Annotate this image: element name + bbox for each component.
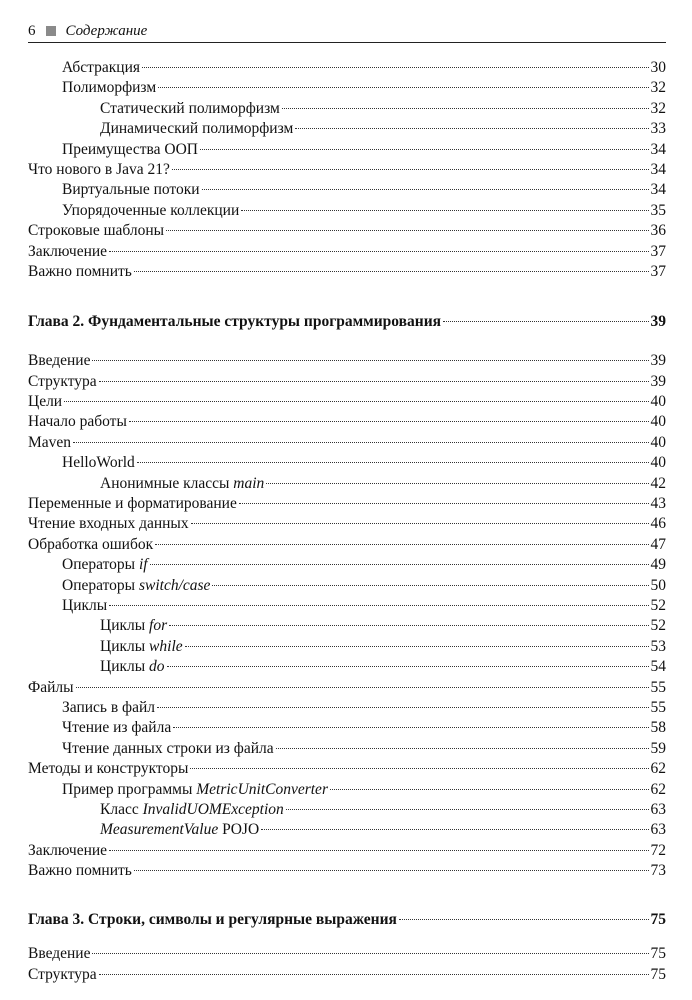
entry-title xyxy=(62,698,155,718)
entry-title xyxy=(28,678,74,698)
entry-title xyxy=(28,242,107,262)
entry-title-text: Начало работы xyxy=(28,413,127,431)
entry-title-text: Важно помнить xyxy=(28,262,132,280)
dot-leader xyxy=(166,230,648,231)
toc-entry[interactable] xyxy=(28,596,666,616)
toc-entry[interactable] xyxy=(28,262,666,282)
dot-leader xyxy=(155,544,648,545)
dot-leader xyxy=(202,189,649,190)
entry-title-text: Полиморфизм xyxy=(62,79,157,97)
entry-title-text: Заключение xyxy=(28,841,108,859)
entry-title-italic: do xyxy=(149,658,165,676)
toc-entry[interactable] xyxy=(28,474,666,494)
entry-title-text: Переменные и форматирование xyxy=(28,495,237,513)
dot-leader xyxy=(282,108,649,109)
dot-leader xyxy=(158,87,648,88)
entry-page: 37 xyxy=(650,242,666,260)
toc-entry[interactable] xyxy=(28,412,666,432)
page-number: 6 xyxy=(28,22,36,39)
dot-leader xyxy=(286,809,649,810)
toc-entry[interactable] xyxy=(28,965,666,985)
entry-page: 72 xyxy=(650,841,666,859)
entry-title-text: Циклы xyxy=(100,658,150,676)
dot-leader xyxy=(92,360,648,361)
toc-entry[interactable] xyxy=(28,739,666,759)
chapter-title: Глава 2. Фундаментальные структуры программирования xyxy=(28,313,442,331)
entry-title-text: Анонимные классы xyxy=(100,474,234,492)
entry-title-text: Пример программы xyxy=(62,780,197,798)
toc-entry[interactable] xyxy=(28,616,666,636)
toc-entry[interactable] xyxy=(28,780,666,800)
dot-leader xyxy=(190,768,648,769)
entry-title-text: Чтение из файла xyxy=(62,719,172,737)
entry-title xyxy=(100,800,284,820)
toc-entry[interactable] xyxy=(28,180,666,200)
chapter-title: Глава 3. Строки, символы и регулярные выражения xyxy=(28,911,397,929)
entry-title-text: Важно помнить xyxy=(28,862,132,880)
entry-page: 40 xyxy=(650,413,666,431)
entry-page: 34 xyxy=(650,160,666,178)
entry-title xyxy=(28,861,132,881)
entry-title-text: Класс xyxy=(100,800,143,818)
dot-leader xyxy=(109,251,648,252)
toc-entry[interactable] xyxy=(28,944,666,964)
entry-page: 42 xyxy=(650,474,666,492)
entry-title xyxy=(62,180,200,200)
entry-title-text: Что нового в Java 21? xyxy=(28,160,170,178)
entry-page: 55 xyxy=(650,698,666,716)
entry-title xyxy=(28,221,164,241)
dot-leader xyxy=(172,169,649,170)
toc-entry[interactable] xyxy=(28,392,666,412)
toc-section-chapter1-tail xyxy=(28,58,666,282)
entry-title xyxy=(100,657,165,677)
entry-title-italic: if xyxy=(138,556,148,574)
entry-page: 40 xyxy=(650,393,666,411)
dot-leader xyxy=(73,442,648,443)
entry-title-italic: for xyxy=(149,617,168,635)
entry-page: 40 xyxy=(650,433,666,451)
entry-title-text: Абстракция xyxy=(62,59,141,76)
toc-entry[interactable] xyxy=(28,78,666,98)
dot-leader xyxy=(261,829,648,830)
toc-entry[interactable] xyxy=(28,99,666,119)
entry-page: 32 xyxy=(650,79,666,97)
running-title: Содержание xyxy=(65,22,148,39)
entry-title-suffix: POJO xyxy=(218,821,260,839)
toc-entry[interactable] xyxy=(28,800,666,820)
entry-title-text: Статический полиморфизм xyxy=(100,99,280,117)
entry-title-text: Упорядоченные коллекции xyxy=(62,201,240,219)
entry-title xyxy=(62,453,135,473)
entry-title-text: Введение xyxy=(28,352,91,370)
entry-page: 63 xyxy=(650,821,666,839)
entry-title xyxy=(62,718,171,738)
entry-title xyxy=(62,739,274,759)
entry-title-text: HelloWorld xyxy=(62,454,135,472)
entry-title xyxy=(62,78,156,98)
entry-title-text: Заключение xyxy=(28,242,108,260)
entry-title-text: Виртуальные потоки xyxy=(62,181,200,199)
entry-page: 34 xyxy=(650,140,666,158)
entry-title-text: Цели xyxy=(28,393,63,411)
entry-title-text: Операторы xyxy=(62,556,139,574)
entry-title-italic: MeasurementValue xyxy=(100,821,219,839)
entry-page: 62 xyxy=(650,780,666,798)
entry-title-text: Методы и конструкторы xyxy=(28,760,189,778)
dot-leader xyxy=(64,401,648,402)
toc-entry[interactable] xyxy=(28,221,666,241)
toc-entry[interactable] xyxy=(28,820,666,840)
dot-leader xyxy=(200,149,649,150)
entry-title xyxy=(100,616,167,636)
entry-title-text: Циклы xyxy=(100,637,150,655)
dot-leader xyxy=(212,585,648,586)
entry-title xyxy=(62,596,107,616)
entry-title-text: Строковые шаблоны xyxy=(28,222,165,240)
toc-entry[interactable] xyxy=(28,555,666,575)
entry-page: 39 xyxy=(650,372,666,390)
entry-title-text: Циклы xyxy=(100,617,150,635)
entry-page: 47 xyxy=(650,535,666,553)
dot-leader xyxy=(443,321,648,322)
dot-leader xyxy=(295,128,648,129)
toc-entry[interactable] xyxy=(28,453,666,473)
entry-title-text: Операторы xyxy=(62,576,139,594)
toc-entry[interactable] xyxy=(28,140,666,160)
dot-leader xyxy=(150,564,649,565)
dot-leader xyxy=(134,271,649,272)
entry-title-text: Преимущества ООП xyxy=(62,140,198,158)
entry-page: 32 xyxy=(650,99,666,117)
entry-page: 58 xyxy=(650,719,666,737)
dot-leader xyxy=(173,727,648,728)
entry-page: 30 xyxy=(650,59,666,76)
chapter-heading-3[interactable] xyxy=(28,909,666,931)
entry-page: 39 xyxy=(650,352,666,370)
entry-title xyxy=(100,99,280,119)
entry-title-text: Чтение входных данных xyxy=(28,515,189,533)
entry-title xyxy=(28,535,153,555)
entry-title xyxy=(62,555,148,575)
toc-entry[interactable] xyxy=(28,637,666,657)
entry-page: 33 xyxy=(650,120,666,138)
dot-leader xyxy=(399,919,649,920)
dot-leader xyxy=(134,870,649,871)
dot-leader xyxy=(169,625,648,626)
entry-page: 53 xyxy=(650,637,666,655)
entry-page: 75 xyxy=(650,965,666,983)
toc-entry[interactable] xyxy=(28,514,666,534)
entry-page: 36 xyxy=(650,222,666,240)
entry-title-text: Запись в файл xyxy=(62,698,155,716)
chapter-page: 75 xyxy=(650,911,666,929)
toc-entry[interactable] xyxy=(28,535,666,555)
entry-title xyxy=(100,820,259,840)
entry-title-text: Введение xyxy=(28,945,91,963)
dot-leader xyxy=(239,503,649,504)
dot-leader xyxy=(167,666,649,667)
entry-title xyxy=(28,392,62,412)
entry-title xyxy=(28,494,237,514)
toc-entry[interactable] xyxy=(28,718,666,738)
dot-leader xyxy=(266,483,648,484)
entry-page: 54 xyxy=(650,658,666,676)
entry-title xyxy=(28,965,97,985)
toc-entry[interactable] xyxy=(28,351,666,371)
entry-page: 73 xyxy=(650,862,666,880)
entry-title xyxy=(62,780,328,800)
entry-page: 75 xyxy=(650,945,666,963)
entry-title-text: Циклы xyxy=(62,596,108,614)
entry-title-text: Файлы xyxy=(28,678,74,696)
entry-page: 52 xyxy=(650,596,666,614)
entry-title-text: Чтение данных строки из файла xyxy=(62,739,274,757)
entry-title xyxy=(62,201,239,221)
entry-page: 63 xyxy=(650,800,666,818)
toc-entry[interactable] xyxy=(28,759,666,779)
entry-title-italic: main xyxy=(233,474,265,492)
dot-leader xyxy=(137,462,649,463)
toc-entry[interactable] xyxy=(28,576,666,596)
entry-title xyxy=(100,474,264,494)
entry-page: 34 xyxy=(650,181,666,199)
toc-entry[interactable] xyxy=(28,678,666,698)
entry-page: 46 xyxy=(650,515,666,533)
entry-title xyxy=(62,140,198,160)
dot-leader xyxy=(330,789,649,790)
dot-leader xyxy=(142,67,648,68)
table-of-contents xyxy=(28,58,666,985)
dot-leader xyxy=(76,687,649,688)
entry-title-text: Структура xyxy=(28,965,97,983)
entry-title-text: Maven xyxy=(28,433,72,451)
toc-entry[interactable] xyxy=(28,201,666,221)
entry-title xyxy=(28,759,188,779)
toc-entry[interactable] xyxy=(28,160,666,180)
dot-leader xyxy=(109,605,648,606)
toc-entry[interactable] xyxy=(28,698,666,718)
entry-title-italic: while xyxy=(149,637,183,655)
entry-page: 40 xyxy=(650,454,666,472)
toc-section-chapter3 xyxy=(28,944,666,985)
square-icon xyxy=(46,26,56,36)
dot-leader xyxy=(191,523,649,524)
toc-entry[interactable] xyxy=(28,119,666,139)
entry-title xyxy=(100,637,183,657)
dot-leader xyxy=(129,421,649,422)
entry-title-italic: MetricUnitConverter xyxy=(196,780,328,798)
entry-title xyxy=(28,372,97,392)
entry-title xyxy=(28,412,127,432)
entry-title-text: Обработка ошибок xyxy=(28,535,154,553)
toc-entry[interactable] xyxy=(28,372,666,392)
entry-page: 62 xyxy=(650,760,666,778)
dot-leader xyxy=(109,850,648,851)
entry-page: 55 xyxy=(650,678,666,696)
entry-title xyxy=(28,944,90,964)
entry-page: 35 xyxy=(650,201,666,219)
entry-title-italic: switch/case xyxy=(138,576,211,594)
entry-page: 37 xyxy=(650,262,666,280)
entry-title xyxy=(28,160,170,180)
dot-leader xyxy=(185,646,649,647)
entry-title-text: Структура xyxy=(28,372,97,390)
toc-entry[interactable] xyxy=(28,242,666,262)
dot-leader xyxy=(157,707,649,708)
page-header xyxy=(28,20,666,43)
dot-leader xyxy=(99,381,649,382)
entry-page: 49 xyxy=(650,556,666,574)
entry-title-italic: InvalidUOMException xyxy=(142,800,284,818)
toc-entry[interactable] xyxy=(28,861,666,881)
entry-title xyxy=(28,433,71,453)
dot-leader xyxy=(241,210,648,211)
entry-page: 50 xyxy=(650,576,666,594)
entry-page: 52 xyxy=(650,617,666,635)
entry-page: 59 xyxy=(650,739,666,757)
dot-leader xyxy=(92,953,648,954)
dot-leader xyxy=(276,748,649,749)
entry-title xyxy=(62,576,210,596)
toc-entry[interactable] xyxy=(28,657,666,677)
entry-title xyxy=(28,514,189,534)
toc-section-chapter2 xyxy=(28,351,666,881)
toc-entry[interactable] xyxy=(28,58,666,78)
entry-title-text: Динамический полиморфизм xyxy=(100,120,294,138)
entry-title xyxy=(62,58,140,78)
chapter-page: 39 xyxy=(650,313,666,331)
entry-title xyxy=(100,119,293,139)
entry-page: 43 xyxy=(650,495,666,513)
toc-entry[interactable] xyxy=(28,433,666,453)
chapter-heading-2[interactable] xyxy=(28,311,666,333)
toc-entry[interactable] xyxy=(28,494,666,514)
entry-title xyxy=(28,262,132,282)
entry-title xyxy=(28,351,90,371)
toc-entry[interactable] xyxy=(28,841,666,861)
dot-leader xyxy=(99,974,649,975)
entry-title xyxy=(28,841,107,861)
